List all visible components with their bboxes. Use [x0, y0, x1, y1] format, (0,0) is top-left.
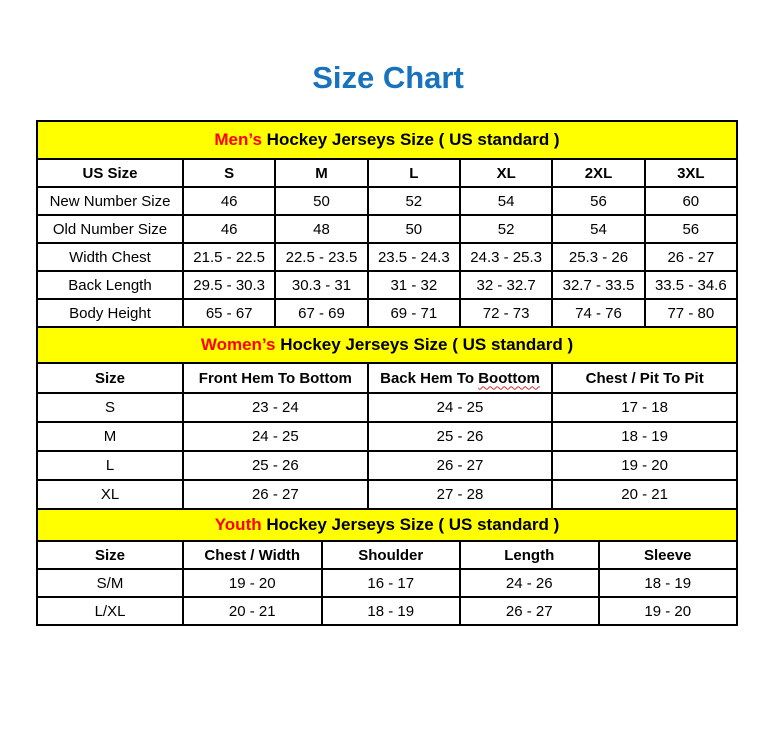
- row-label: New Number Size: [37, 187, 183, 215]
- row-label: Old Number Size: [37, 215, 183, 243]
- row-label: Body Height: [37, 299, 183, 327]
- table-row: [37, 451, 737, 480]
- womens-size-table: [36, 326, 738, 510]
- mens-banner-accent-word: Men’s: [214, 130, 262, 149]
- mens-header-row: [37, 159, 737, 187]
- mens-banner-rest: Hockey Jerseys Size ( US standard ): [266, 130, 560, 149]
- table-row: [37, 597, 737, 625]
- cell: 26 - 27: [368, 451, 553, 480]
- cell: 33.5 - 34.6: [645, 271, 737, 299]
- back-hem-prefix: Back Hem To: [380, 369, 475, 387]
- cell: 20 - 21: [183, 597, 322, 625]
- cell: 27 - 28: [368, 480, 553, 509]
- cell: 46: [183, 187, 275, 215]
- youth-banner-row: [37, 509, 737, 541]
- table-row: [37, 187, 737, 215]
- cell: 23 - 24: [183, 393, 368, 422]
- cell: 24.3 - 25.3: [460, 243, 552, 271]
- column-header: Chest / Pit To Pit: [552, 363, 737, 393]
- cell: 65 - 67: [183, 299, 275, 327]
- table-row: [37, 480, 737, 509]
- youth-banner: [37, 509, 737, 541]
- cell: 60: [645, 187, 737, 215]
- womens-banner-row: [37, 327, 737, 363]
- womens-banner: [37, 327, 737, 363]
- cell: 26 - 27: [183, 480, 368, 509]
- cell: 25 - 26: [368, 422, 553, 451]
- cell: 46: [183, 215, 275, 243]
- youth-banner-rest: Hockey Jerseys Size ( US standard ): [266, 515, 560, 534]
- youth-banner-accent-word: Youth: [214, 515, 262, 534]
- cell: 26 - 27: [645, 243, 737, 271]
- cell: 50: [368, 215, 460, 243]
- mens-banner: [37, 121, 737, 159]
- column-header: Size: [37, 363, 183, 393]
- table-row: [37, 422, 737, 451]
- cell: 67 - 69: [275, 299, 367, 327]
- cell: 56: [552, 187, 644, 215]
- cell: 32.7 - 33.5: [552, 271, 644, 299]
- cell: 29.5 - 30.3: [183, 271, 275, 299]
- column-header: Size: [37, 541, 183, 569]
- cell: 19 - 20: [599, 597, 738, 625]
- mens-size-table: [36, 120, 738, 328]
- row-label: S/M: [37, 569, 183, 597]
- row-label: Width Chest: [37, 243, 183, 271]
- cell: 24 - 25: [368, 393, 553, 422]
- column-header: 2XL: [552, 159, 644, 187]
- column-header: Sleeve: [599, 541, 738, 569]
- cell: 20 - 21: [552, 480, 737, 509]
- mens-banner-row: [37, 121, 737, 159]
- column-header: Length: [460, 541, 599, 569]
- page-title: Size Chart: [312, 60, 464, 95]
- cell: 26 - 27: [460, 597, 599, 625]
- cell: 22.5 - 23.5: [275, 243, 367, 271]
- row-label: Back Length: [37, 271, 183, 299]
- column-header: 3XL: [645, 159, 737, 187]
- row-label: S: [37, 393, 183, 422]
- youth-size-table: [36, 508, 738, 626]
- cell: 50: [275, 187, 367, 215]
- cell: 18 - 19: [552, 422, 737, 451]
- row-label: XL: [37, 480, 183, 509]
- column-header: M: [275, 159, 367, 187]
- cell: 69 - 71: [368, 299, 460, 327]
- column-header: L: [368, 159, 460, 187]
- back-hem-misspelled-word: Boottom: [478, 369, 540, 387]
- cell: 24 - 25: [183, 422, 368, 451]
- cell: 16 - 17: [322, 569, 461, 597]
- column-header: [368, 363, 553, 393]
- cell: 32 - 32.7: [460, 271, 552, 299]
- cell: 31 - 32: [368, 271, 460, 299]
- cell: 17 - 18: [552, 393, 737, 422]
- cell: 54: [460, 187, 552, 215]
- row-label: L/XL: [37, 597, 183, 625]
- table-row: [37, 215, 737, 243]
- cell: 52: [368, 187, 460, 215]
- column-header: Shoulder: [322, 541, 461, 569]
- cell: 19 - 20: [183, 569, 322, 597]
- cell: 52: [460, 215, 552, 243]
- cell: 56: [645, 215, 737, 243]
- column-header: Chest / Width: [183, 541, 322, 569]
- womens-banner-rest: Hockey Jerseys Size ( US standard ): [280, 335, 574, 354]
- womens-banner-accent-word: Women’s: [200, 335, 276, 354]
- column-header: XL: [460, 159, 552, 187]
- table-row: [37, 271, 737, 299]
- row-label: M: [37, 422, 183, 451]
- table-row: [37, 393, 737, 422]
- cell: 77 - 80: [645, 299, 737, 327]
- column-header: US Size: [37, 159, 183, 187]
- cell: 19 - 20: [552, 451, 737, 480]
- cell: 25 - 26: [183, 451, 368, 480]
- cell: 18 - 19: [599, 569, 738, 597]
- column-header: Front Hem To Bottom: [183, 363, 368, 393]
- youth-header-row: [37, 541, 737, 569]
- table-row: [37, 299, 737, 327]
- womens-header-row: [37, 363, 737, 393]
- table-row: [37, 569, 737, 597]
- cell: 23.5 - 24.3: [368, 243, 460, 271]
- cell: 25.3 - 26: [552, 243, 644, 271]
- cell: 48: [275, 215, 367, 243]
- cell: 74 - 76: [552, 299, 644, 327]
- row-label: L: [37, 451, 183, 480]
- size-chart: [36, 120, 738, 626]
- column-header: S: [183, 159, 275, 187]
- cell: 54: [552, 215, 644, 243]
- table-row: [37, 243, 737, 271]
- cell: 18 - 19: [322, 597, 461, 625]
- cell: 72 - 73: [460, 299, 552, 327]
- cell: 21.5 - 22.5: [183, 243, 275, 271]
- cell: 24 - 26: [460, 569, 599, 597]
- cell: 30.3 - 31: [275, 271, 367, 299]
